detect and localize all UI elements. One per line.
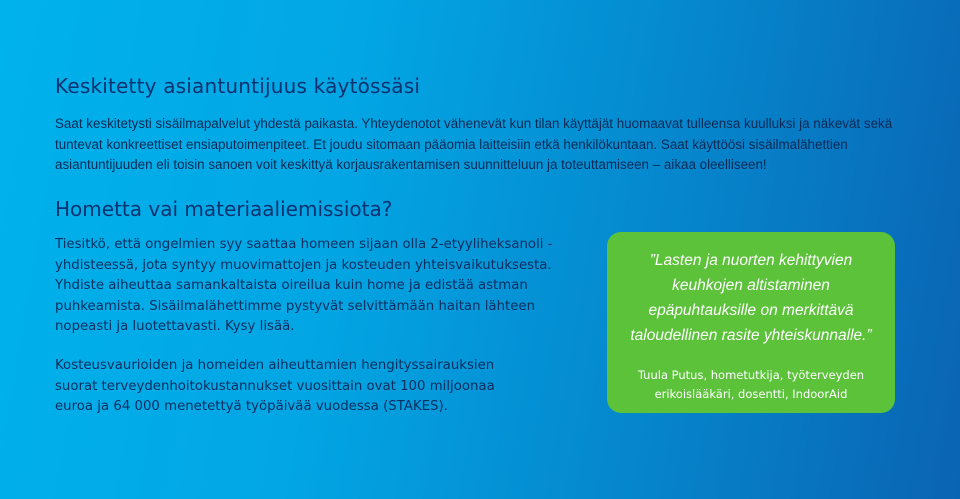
quote-author-line-2: erikoislääkäri, dosentti, IndoorAid xyxy=(654,387,848,401)
section-heading-expertise: Keskitetty asiantuntijuus käytössäsi xyxy=(55,74,421,98)
intro-paragraph: Saat keskitetysti sisäilmapalvelut yhdestä paikasta. Yhteydenotot vähenevät kun tilan käyttäjät huomaavat tulleensa kuulluksi ja näkevät sekä tuntevat konkreettiset ensiaputoimenpiteet. Et joudu sitomaan pääomia laitteisiin etkä henkilökuntaan. Saat käyttöösi sisäilmalähettien asiantuntijuuden eli toisin sanoen voit keskittyä korjausrakentamisen suunnitteluun ja toteuttamiseen – aikaa oleelliseen! xyxy=(55,116,893,172)
quote-author xyxy=(625,366,877,404)
section-heading-mold: Hometta vai materiaaliemissiota? xyxy=(55,197,393,221)
costs-paragraph: Kosteusvaurioiden ja homeiden aiheuttamien hengityssairauksien suorat terveydenhoitokustannukset vuosittain ovat 100 miljoonaa euroa ja 64 000 menetettyä työpäivää vuodessa (STAKES). xyxy=(55,358,495,414)
quote-text: ”Lasten ja nuorten kehittyvien keuhkojen altistaminen epäpuhtauksille on merkittävä taloudellinen rasite yhteiskunnalle.” xyxy=(630,252,872,344)
mold-paragraph: Tiesitkö, että ongelmien syy saattaa homeen sijaan olla 2-etyyliheksanoli -yhdisteessä, jota syntyy muovimattojen ja kosteuden yhteisvaikutuksesta. Yhdiste aiheuttaa samankaltaista oireilua kuin home ja edistää astman puhkeamista. Sisäilmalähettimme pystyvät selvittämään haitan lähteen nopeasti ja luotettavasti. Kysy lisää. xyxy=(55,237,553,334)
quote-box xyxy=(607,232,895,413)
quote-author-line-1: Tuula Putus, hometutkija, työterveyden xyxy=(637,368,865,382)
